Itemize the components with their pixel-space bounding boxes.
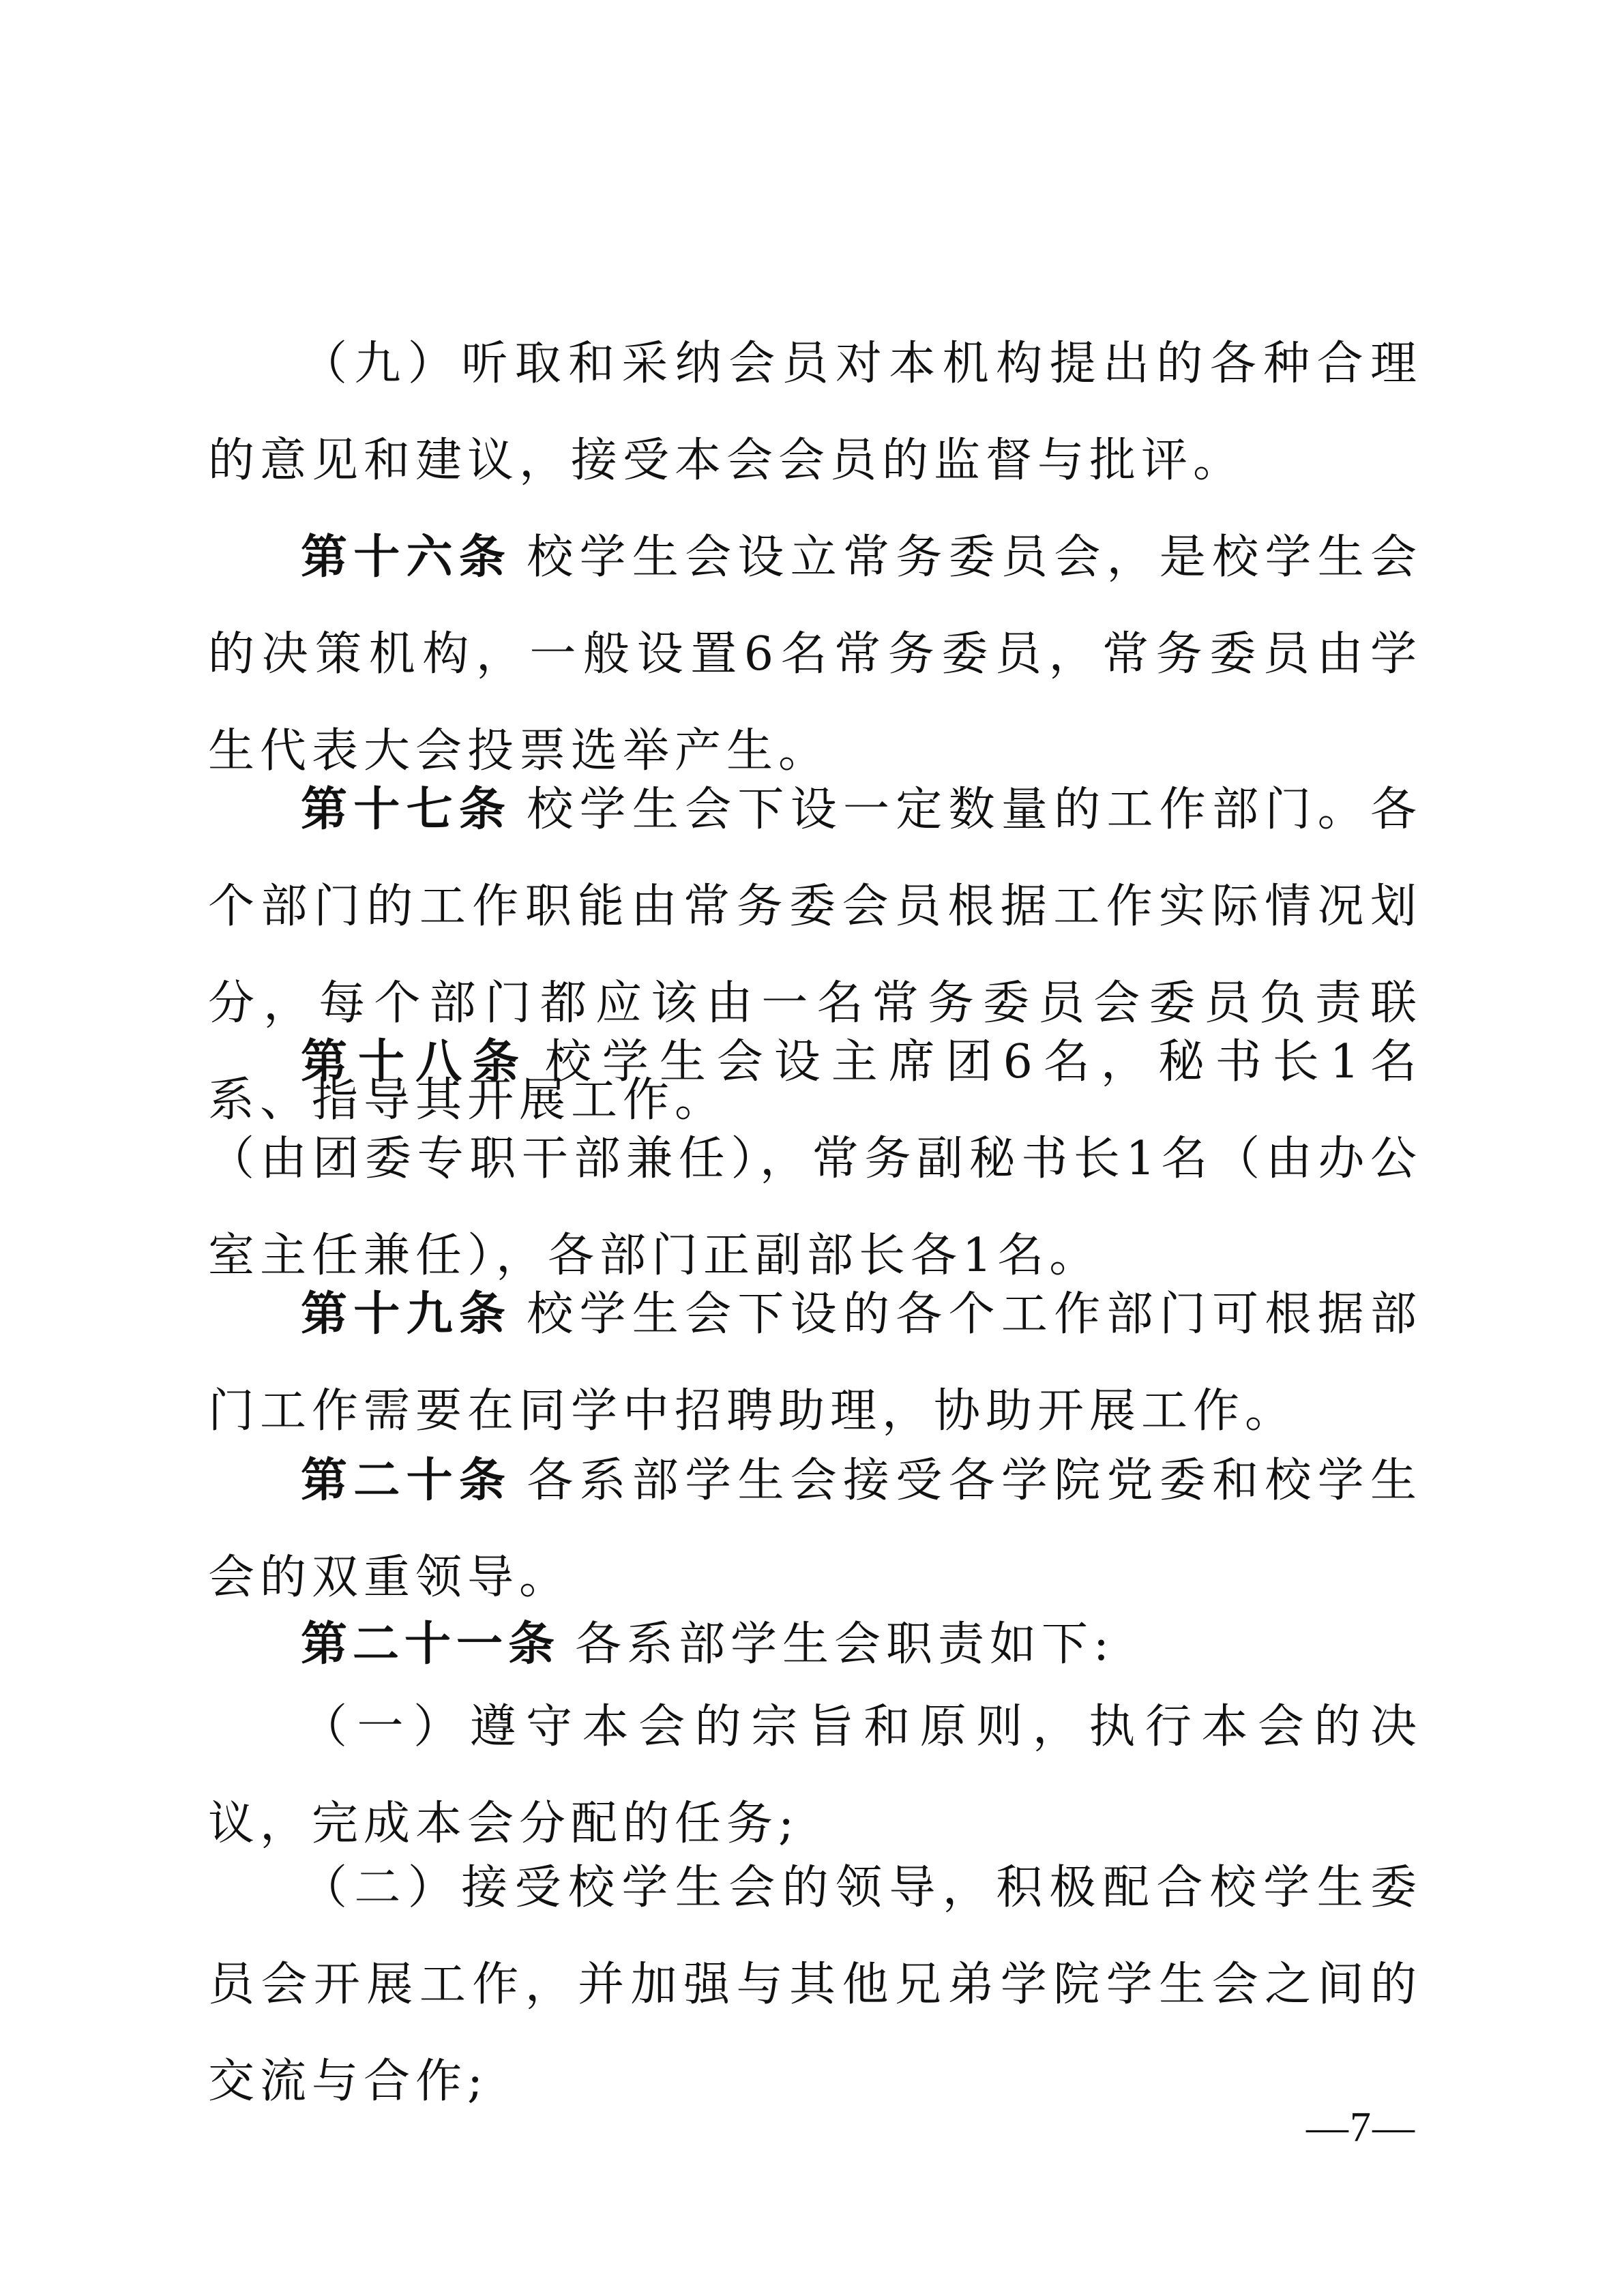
page-number: —7—: [1306, 2104, 1416, 2151]
article-16: [208, 509, 1422, 800]
article-text: 校学生会设立常务委员会，是校学生会的决策机构，一般设置6名常务委员，常务委员由学生代表大会投票选举产生。: [208, 531, 1422, 778]
article-heading: 第十九条: [301, 1287, 512, 1341]
article-heading: 第十八条: [301, 1035, 530, 1089]
article-text: 校学生会下设一定数量的工作部门。各个部门的工作职能由常务委会员根据工作实际情况划分，每个部门都应该由一名常务委员会委员负责联系、指导其开展工作。: [208, 783, 1422, 1127]
article-19: [208, 1266, 1422, 1460]
article-heading: 第十六条: [301, 531, 512, 584]
article-18: [208, 1014, 1422, 1304]
article-text: 各系部学生会职责如下:: [575, 1617, 1114, 1671]
article-text: 校学生会下设的各个工作部门可根据部门工作需要在同学中招聘助理，协助开展工作。: [208, 1287, 1422, 1438]
paragraph-text: （一）遵守本会的宗旨和原则，执行本会的决议，完成本会分配的任务;: [208, 1700, 1422, 1851]
paragraph-item-2: [208, 1840, 1422, 2130]
article-heading: 第十七条: [301, 783, 512, 837]
article-text: 各系部学生会接受各学院党委和校学生会的双重领导。: [208, 1454, 1422, 1605]
article-heading: 第二十一条: [301, 1617, 561, 1671]
paragraph-text: （九）听取和采纳会员对本机构提出的各种合理的意见和建议，接受本会会员的监督与批评。: [208, 337, 1422, 488]
article-text: 校学生会设主席团6名，秘书长1名（由团委专职干部兼任），常务副秘书长1名（由办公室主任兼任），各部门正副部长各1名。: [208, 1035, 1422, 1283]
article-heading: 第二十条: [301, 1454, 512, 1508]
paragraph-text: （二）接受校学生会的领导，积极配合校学生委员会开展工作，并加强与其他兄弟学院学生会之间的交流与合作;: [208, 1861, 1422, 2108]
paragraph-item-9: [208, 316, 1422, 509]
